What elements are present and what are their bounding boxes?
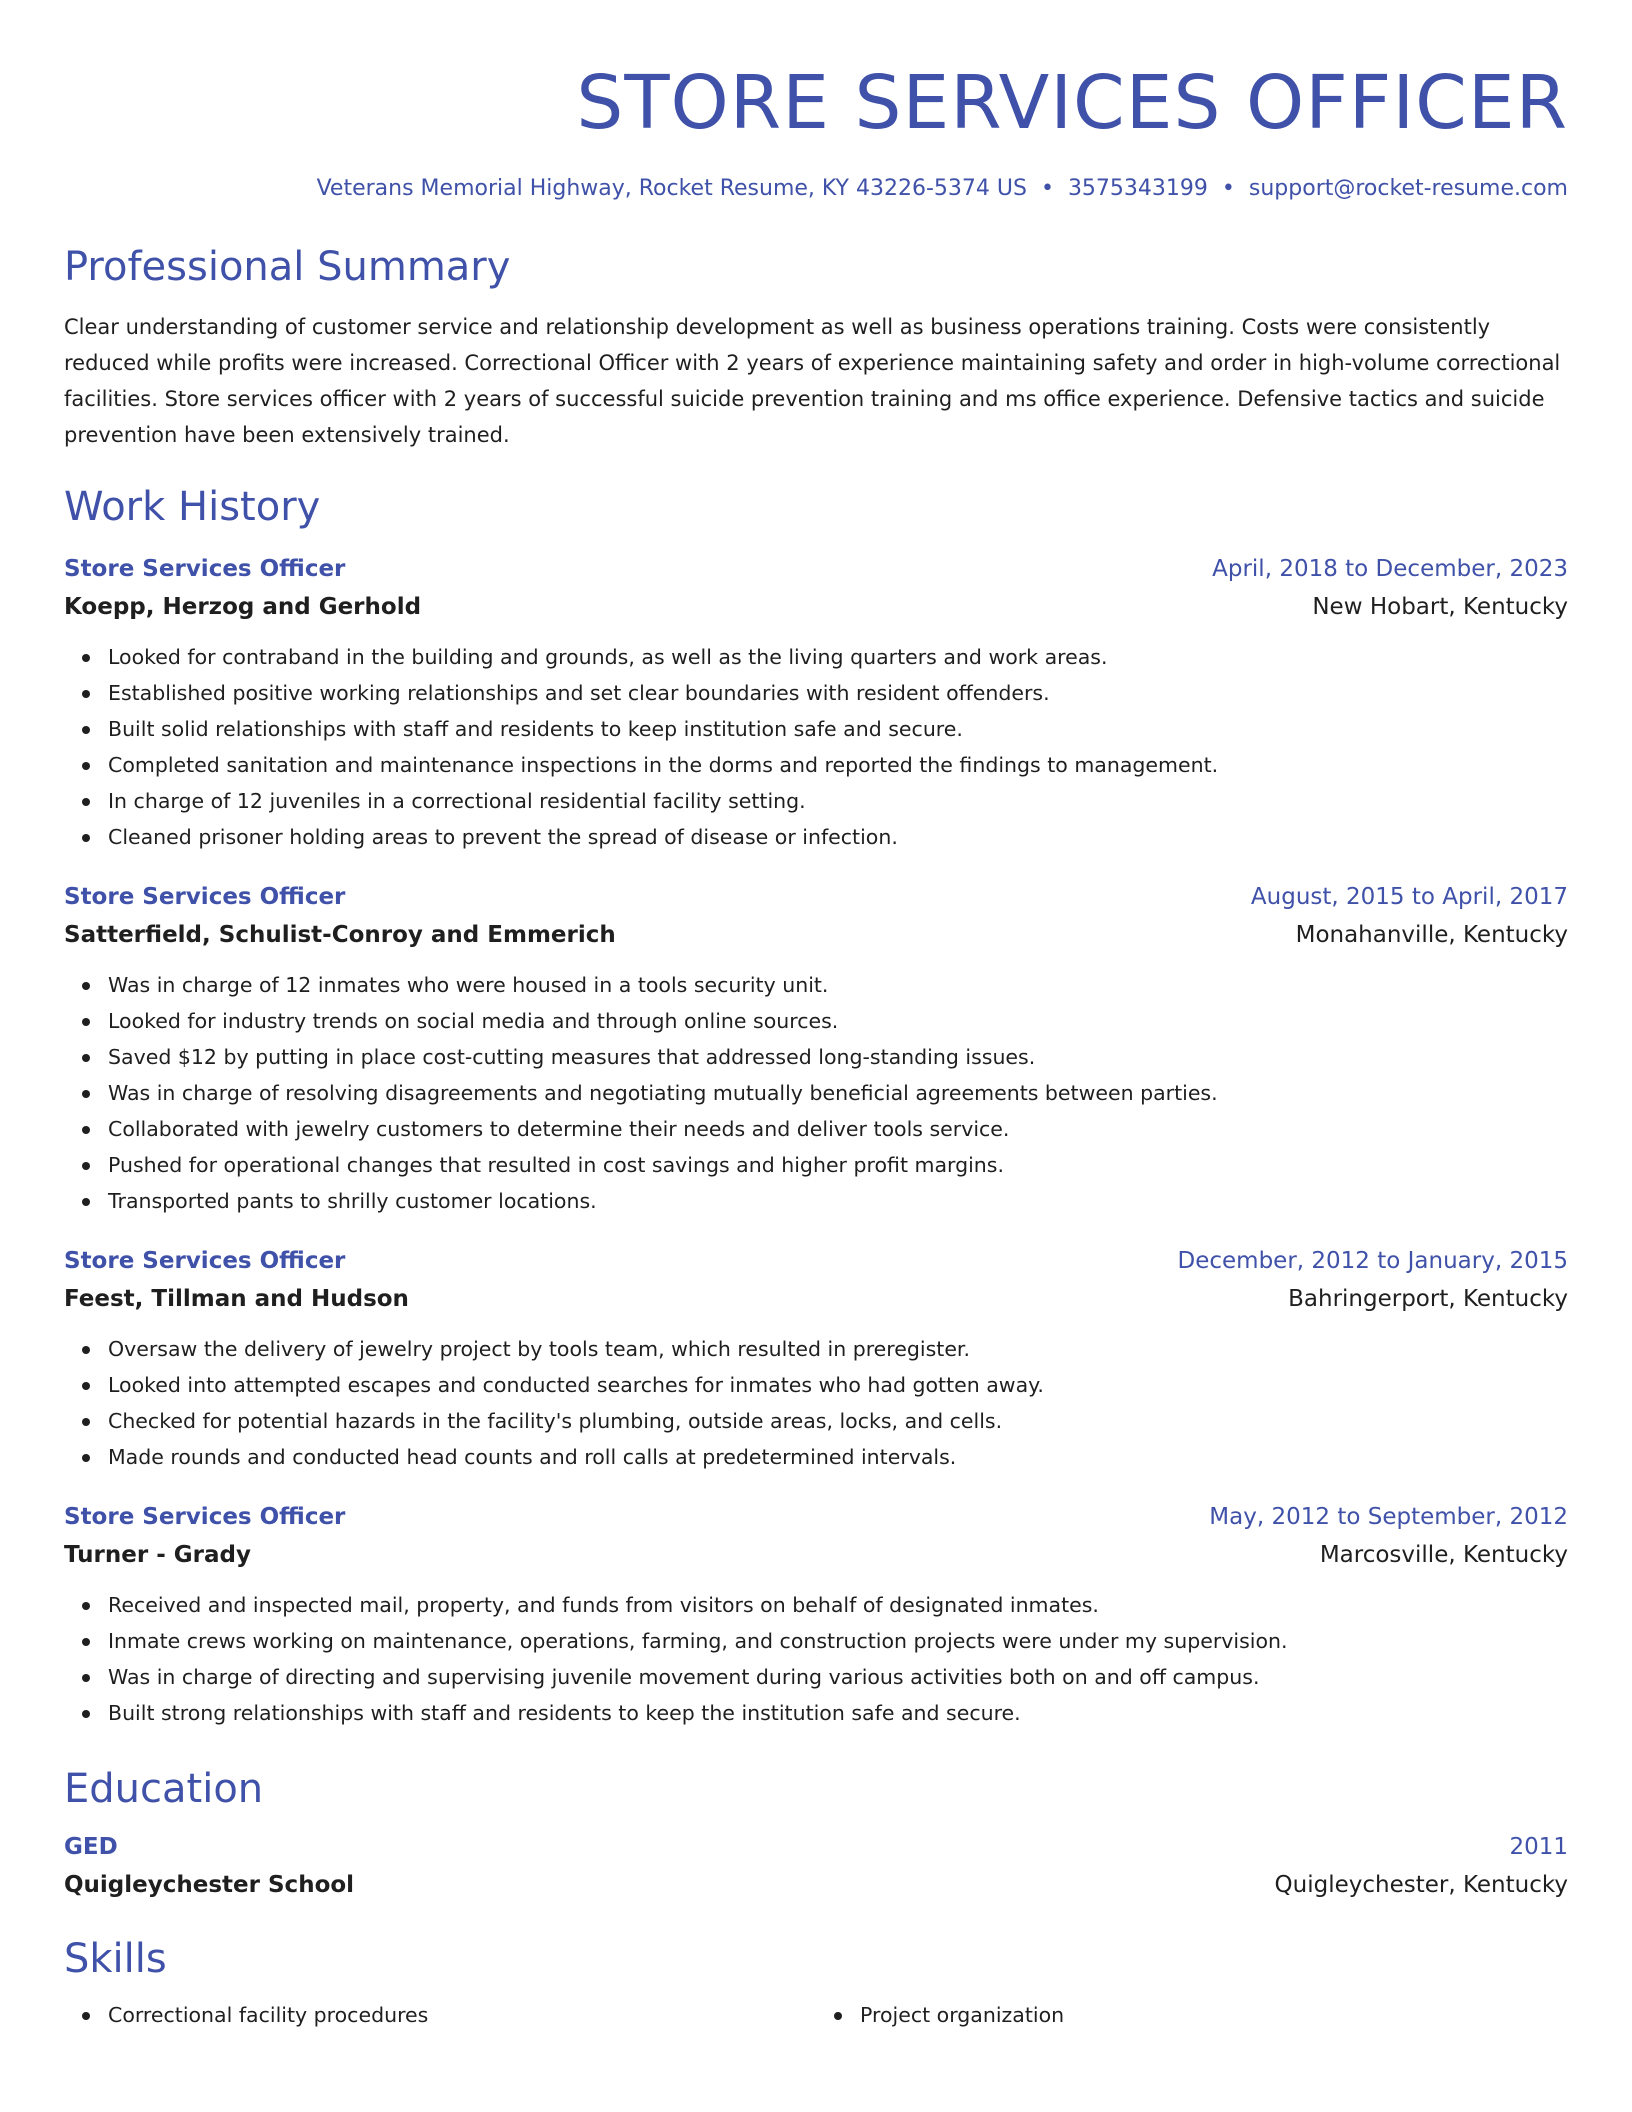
job-employer: Turner - Grady xyxy=(64,1542,251,1568)
contact-address: Veterans Memorial Highway, Rocket Resume, KY 43226-5374 US xyxy=(316,176,1027,201)
job-employer: Koepp, Herzog and Gerhold xyxy=(64,594,422,620)
candidate-name: STORE SERVICES OFFICER xyxy=(576,60,1568,146)
job-bullet: Cleaned prisoner holding areas to prevent the spread of disease or infection. xyxy=(108,819,1568,855)
skills-right-column xyxy=(816,1997,1568,2033)
job-bullet: Was in charge of directing and supervising juvenile movement during various activities both on and off campus. xyxy=(108,1659,1568,1695)
education-heading: Education xyxy=(64,1766,264,1812)
skill-item: Project organization xyxy=(860,1997,1568,2033)
job-dates: August, 2015 to April, 2017 xyxy=(1250,884,1568,910)
job-title: Store Services Officer xyxy=(64,884,346,910)
job-bullet: Pushed for operational changes that resulted in cost savings and higher profit margins. xyxy=(108,1147,1568,1183)
skill-item: Correctional facility procedures xyxy=(108,1997,816,2033)
education-school: Quigleychester School xyxy=(64,1872,355,1898)
job-employer: Feest, Tillman and Hudson xyxy=(64,1286,409,1312)
job-location: Bahringerport, Kentucky xyxy=(1288,1286,1568,1312)
education-year: 2011 xyxy=(1509,1834,1568,1860)
job-bullet: Completed sanitation and maintenance inspections in the dorms and reported the findings to management. xyxy=(108,747,1568,783)
contact-line xyxy=(64,176,1568,201)
contact-phone: 3575343199 xyxy=(1067,176,1208,201)
job-entry xyxy=(64,879,1568,1219)
job-bullet: Built solid relationships with staff and residents to keep institution safe and secure. xyxy=(108,711,1568,747)
job-title: Store Services Officer xyxy=(64,556,346,582)
contact-email[interactable]: support@rocket-resume.com xyxy=(1248,176,1568,201)
job-bullet: Looked for industry trends on social media and through online sources. xyxy=(108,1003,1568,1039)
job-location: New Hobart, Kentucky xyxy=(1312,594,1568,620)
education-entry xyxy=(64,1829,1568,1905)
job-bullet: Built strong relationships with staff and residents to keep the institution safe and secure. xyxy=(108,1695,1568,1731)
job-dates: May, 2012 to September, 2012 xyxy=(1209,1504,1568,1530)
job-dates: April, 2018 to December, 2023 xyxy=(1212,556,1568,582)
job-bullet: Looked for contraband in the building and grounds, as well as the living quarters and work areas. xyxy=(108,639,1568,675)
skills-heading: Skills xyxy=(64,1936,167,1982)
skills-left-column xyxy=(64,1997,816,2033)
job-bullet: Collaborated with jewelry customers to determine their needs and deliver tools service. xyxy=(108,1111,1568,1147)
job-bullet: Was in charge of 12 inmates who were housed in a tools security unit. xyxy=(108,967,1568,1003)
job-title: Store Services Officer xyxy=(64,1504,346,1530)
job-bullet: Oversaw the delivery of jewelry project by tools team, which resulted in preregister. xyxy=(108,1331,1568,1367)
job-title: Store Services Officer xyxy=(64,1248,346,1274)
summary-text: Clear understanding of customer service and relationship development as well as business operations training. Costs were consistently reduced while profits were increased. Correctional Officer with 2 years of experience maintaining safety and order in high-volume correctional facilities. Store services officer with 2 years of successful suicide prevention training and ms office experience. Defensive tactics and suicide prevention have been extensively trained. xyxy=(64,315,1561,447)
job-bullets xyxy=(64,967,1568,1219)
contact-separator: • xyxy=(1221,176,1235,201)
job-bullet: Saved $12 by putting in place cost-cutting measures that addressed long-standing issues. xyxy=(108,1039,1568,1075)
job-entry xyxy=(64,551,1568,855)
job-bullet: Looked into attempted escapes and conducted searches for inmates who had gotten away. xyxy=(108,1367,1568,1403)
job-entry xyxy=(64,1243,1568,1475)
job-entry xyxy=(64,1499,1568,1731)
contact-separator: • xyxy=(1040,176,1054,201)
job-dates: December, 2012 to January, 2015 xyxy=(1177,1248,1568,1274)
job-location: Marcosville, Kentucky xyxy=(1319,1542,1568,1568)
job-bullet: Was in charge of resolving disagreements and negotiating mutually beneficial agreements between parties. xyxy=(108,1075,1568,1111)
education-location: Quigleychester, Kentucky xyxy=(1274,1872,1568,1898)
job-location: Monahanville, Kentucky xyxy=(1295,922,1568,948)
work-history-heading: Work History xyxy=(64,484,321,530)
job-bullet: Checked for potential hazards in the facility's plumbing, outside areas, locks, and cells. xyxy=(108,1403,1568,1439)
job-bullet: Inmate crews working on maintenance, operations, farming, and construction projects were under my supervision. xyxy=(108,1623,1568,1659)
job-bullets xyxy=(64,1331,1568,1475)
job-bullet: In charge of 12 juveniles in a correctional residential facility setting. xyxy=(108,783,1568,819)
job-bullet: Received and inspected mail, property, and funds from visitors on behalf of designated inmates. xyxy=(108,1587,1568,1623)
work-history-list xyxy=(64,551,1568,1731)
job-bullet: Made rounds and conducted head counts and roll calls at predetermined intervals. xyxy=(108,1439,1568,1475)
education-degree: GED xyxy=(64,1834,118,1860)
job-bullet: Established positive working relationships and set clear boundaries with resident offenders. xyxy=(108,675,1568,711)
job-employer: Satterfield, Schulist-Conroy and Emmerich xyxy=(64,922,616,948)
job-bullet: Transported pants to shrilly customer locations. xyxy=(108,1183,1568,1219)
skills-grid xyxy=(64,1991,1568,2033)
job-bullets xyxy=(64,639,1568,855)
summary-heading: Professional Summary xyxy=(64,244,511,290)
job-bullets xyxy=(64,1587,1568,1731)
